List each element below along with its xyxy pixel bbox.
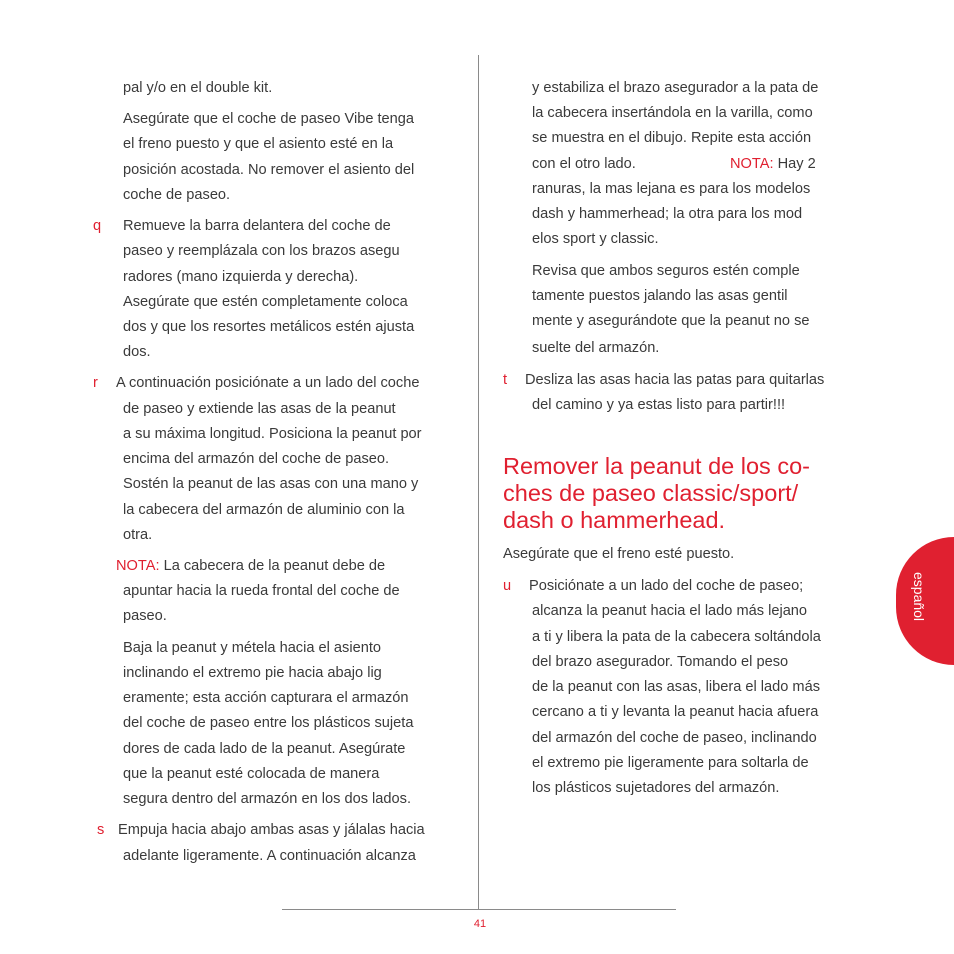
text-line: dos. xyxy=(123,344,151,360)
text-line: paseo. xyxy=(123,608,167,624)
text-line: paseo y reemplázala con los brazos asegu xyxy=(123,243,400,259)
text-line: el freno puesto y que el asiento esté en la xyxy=(123,136,394,152)
column-divider xyxy=(478,55,479,910)
text-line: encima del armazón del coche de paseo. xyxy=(123,451,390,467)
text-line: Sostén la peanut de las asas con una mano y xyxy=(123,476,419,492)
section-heading-line: Remover la peanut de los co- xyxy=(503,453,810,479)
note-line xyxy=(730,152,816,177)
text-line: la cabecera insertándola en la varilla, como xyxy=(532,105,813,121)
step-marker-u: u xyxy=(503,578,512,594)
text-line: elos sport y classic. xyxy=(532,231,659,247)
page-number: 41 xyxy=(473,918,487,930)
text-line: Posiciónate a un lado del coche de paseo; xyxy=(529,578,804,594)
section-heading-line: dash o hammerhead. xyxy=(503,507,726,533)
text-line: segura dentro del armazón en los dos lados. xyxy=(123,791,411,807)
text-line: apuntar hacia la rueda frontal del coche de xyxy=(123,583,400,599)
text-line: alcanza la peanut hacia el lado más lejano xyxy=(532,603,808,619)
text-line: dash y hammerhead; la otra para los mod xyxy=(532,206,803,222)
text-line: adelante ligeramente. A continuación alcanza xyxy=(123,848,416,864)
step-marker-t: t xyxy=(503,372,508,388)
text-line: suelte del armazón. xyxy=(532,340,660,356)
text-line: de paseo y extiende las asas de la peanut xyxy=(123,401,396,417)
step-marker-s: s xyxy=(97,822,105,838)
text-line: dos y que los resortes metálicos estén ajusta xyxy=(123,319,415,335)
text-line: los plásticos sujetadores del armazón. xyxy=(532,780,780,796)
text-line: con el otro lado. xyxy=(532,156,636,172)
text-line: mente y asegurándote que la peanut no se xyxy=(532,313,810,329)
text-line: la cabecera del armazón de aluminio con la xyxy=(123,502,405,518)
text-line: posición acostada. No remover el asiento del xyxy=(123,162,415,178)
text-line: radores (mano izquierda y derecha). xyxy=(123,269,359,285)
text-line: eramente; esta acción capturara el armazón xyxy=(123,690,409,706)
footer-rule xyxy=(282,909,676,910)
step-marker-q: q xyxy=(93,218,102,234)
text-line: Baja la peanut y métela hacia el asiento xyxy=(123,640,381,656)
text-line: Asegúrate que estén completamente coloca xyxy=(123,294,408,310)
section-heading-line: ches de paseo classic/sport/ xyxy=(503,480,799,506)
text-line: que la peanut esté colocada de manera xyxy=(123,766,380,782)
text-line: Desliza las asas hacia las patas para quitarlas xyxy=(525,372,825,388)
note-label: NOTA: xyxy=(116,558,160,574)
text-line: el extremo pie ligeramente para soltarla de xyxy=(532,755,809,771)
text-line: a su máxima longitud. Posiciona la peanut por xyxy=(123,426,422,442)
text-line: Asegúrate que el freno esté puesto. xyxy=(503,546,735,562)
note-text: Hay 2 xyxy=(773,156,816,172)
note-label: NOTA: xyxy=(730,156,774,172)
text-line: Empuja hacia abajo ambas asas y jálalas hacia xyxy=(118,822,425,838)
text-line: del coche de paseo entre los plásticos sujeta xyxy=(123,715,414,731)
text-line: del brazo asegurador. Tomando el peso xyxy=(532,654,789,670)
text-line: Revisa que ambos seguros estén comple xyxy=(532,263,800,279)
text-line: Remueve la barra delantera del coche de xyxy=(123,218,391,234)
text-line: de la peanut con las asas, libera el lado más xyxy=(532,679,820,695)
text-line: del camino y ya estas listo para partir!!! xyxy=(532,397,786,413)
text-line: y estabiliza el brazo asegurador a la pata de xyxy=(532,80,819,96)
text-line: A continuación posiciónate a un lado del coche xyxy=(116,375,420,391)
note-line xyxy=(116,554,385,579)
text-line: cercano a ti y levanta la peanut hacia afuera xyxy=(532,704,819,720)
text-line: ranuras, la mas lejana es para los modelos xyxy=(532,181,811,197)
text-line: del armazón del coche de paseo, inclinando xyxy=(532,730,817,746)
text-line: Asegúrate que el coche de paseo Vibe tenga xyxy=(123,111,415,127)
language-tab-label: español xyxy=(911,572,927,622)
text-line: otra. xyxy=(123,527,153,543)
text-line: inclinando el extremo pie hacia abajo lig xyxy=(123,665,382,681)
text-line: pal y/o en el double kit. xyxy=(123,80,273,96)
step-marker-r: r xyxy=(93,375,98,391)
text-line: se muestra en el dibujo. Repite esta acción xyxy=(532,130,812,146)
text-line: coche de paseo. xyxy=(123,187,231,203)
text-line: tamente puestos jalando las asas gentil xyxy=(532,288,788,304)
note-text: La cabecera de la peanut debe de xyxy=(163,558,386,574)
text-line: dores de cada lado de la peanut. Asegúrate xyxy=(123,741,406,757)
text-line: a ti y libera la pata de la cabecera soltándola xyxy=(532,629,821,645)
